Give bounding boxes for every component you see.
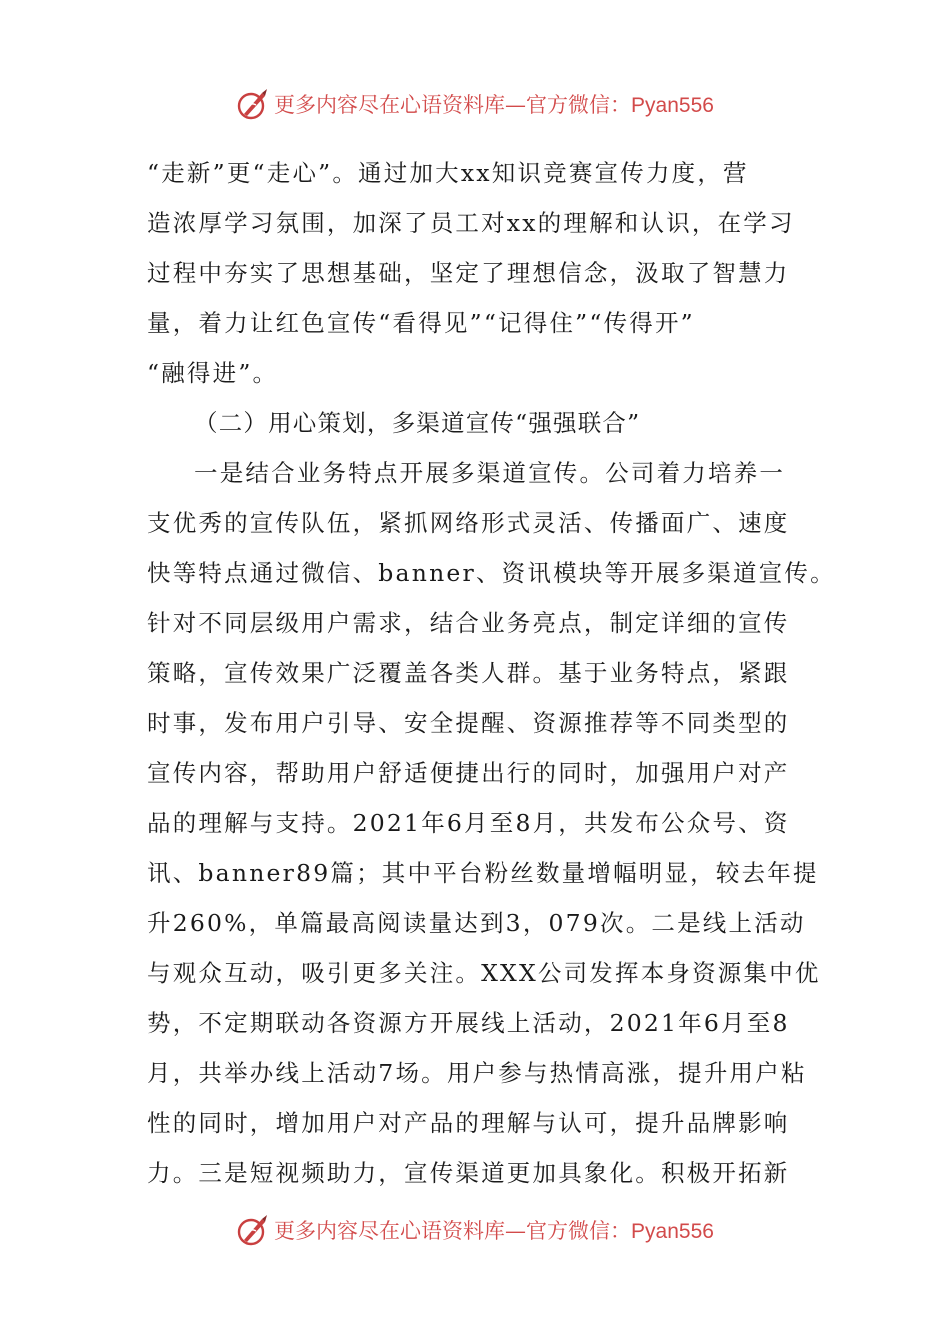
body-line: 造浓厚学习氛围，加深了员工对xx的理解和认识，在学习	[147, 209, 795, 237]
body-line: 与观众互动，吸引更多关注。XXX公司发挥本身资源集中优	[147, 959, 821, 987]
watermark-text	[274, 89, 714, 119]
body-line: 品的理解与支持。2021年6月至8月，共发布公众号、资	[147, 809, 790, 837]
watermark-slogan: 更多内容尽在心语资料库—官方微信：	[274, 93, 632, 117]
body-line: 过程中夯实了思想基础，坚定了理想信念，汲取了智慧力	[147, 259, 790, 287]
section-heading: （二）用心策划，多渠道宣传“强强联合”	[194, 409, 641, 437]
body-line: 策略，宣传效果广泛覆盖各类人群。基于业务特点，紧跟	[147, 659, 790, 687]
body-line: 快等特点通过微信、banner、资讯模块等开展多渠道宣传。	[147, 559, 836, 587]
body-line: 性的同时，增加用户对产品的理解与认可，提升品牌影响	[147, 1109, 790, 1137]
header-watermark	[0, 84, 950, 124]
body-line: 支优秀的宣传队伍，紧抓网络形式灵活、传播面广、速度	[147, 509, 790, 537]
body-line: 时事，发布用户引导、安全提醒、资源推荐等不同类型的	[147, 709, 790, 737]
body-line: 讯、banner89篇；其中平台粉丝数量增幅明显，较去年提	[147, 859, 819, 887]
quill-logo-icon	[236, 1213, 270, 1247]
watermark-wechat-id: Pyan556	[631, 94, 714, 117]
footer-watermark	[0, 1210, 950, 1250]
body-line: “融得进”。	[147, 359, 279, 387]
document-body	[147, 148, 836, 1198]
body-line: “走新”更“走心”。通过加大xx知识竞赛宣传力度，营	[147, 159, 749, 187]
watermark-wechat-id: Pyan556	[631, 1220, 714, 1243]
body-line: 势，不定期联动各资源方开展线上活动，2021年6月至8	[147, 1009, 790, 1037]
body-line: 宣传内容，帮助用户舒适便捷出行的同时，加强用户对产	[147, 759, 790, 787]
quill-logo-icon	[236, 87, 270, 121]
body-line: 量，着力让红色宣传“看得见”“记得住”“传得开”	[147, 309, 695, 337]
body-line: 月，共举办线上活动7场。用户参与热情高涨，提升用户粘	[147, 1059, 807, 1087]
body-line: 力。三是短视频助力，宣传渠道更加具象化。积极开拓新	[147, 1159, 790, 1187]
watermark-text	[274, 1215, 714, 1245]
body-line: 针对不同层级用户需求，结合业务亮点，制定详细的宣传	[147, 609, 790, 637]
watermark-slogan: 更多内容尽在心语资料库—官方微信：	[274, 1219, 632, 1243]
body-line: 升260%，单篇最高阅读量达到3，079次。二是线上活动	[147, 909, 806, 937]
paragraph-first-line: 一是结合业务特点开展多渠道宣传。公司着力培养一	[194, 459, 786, 487]
